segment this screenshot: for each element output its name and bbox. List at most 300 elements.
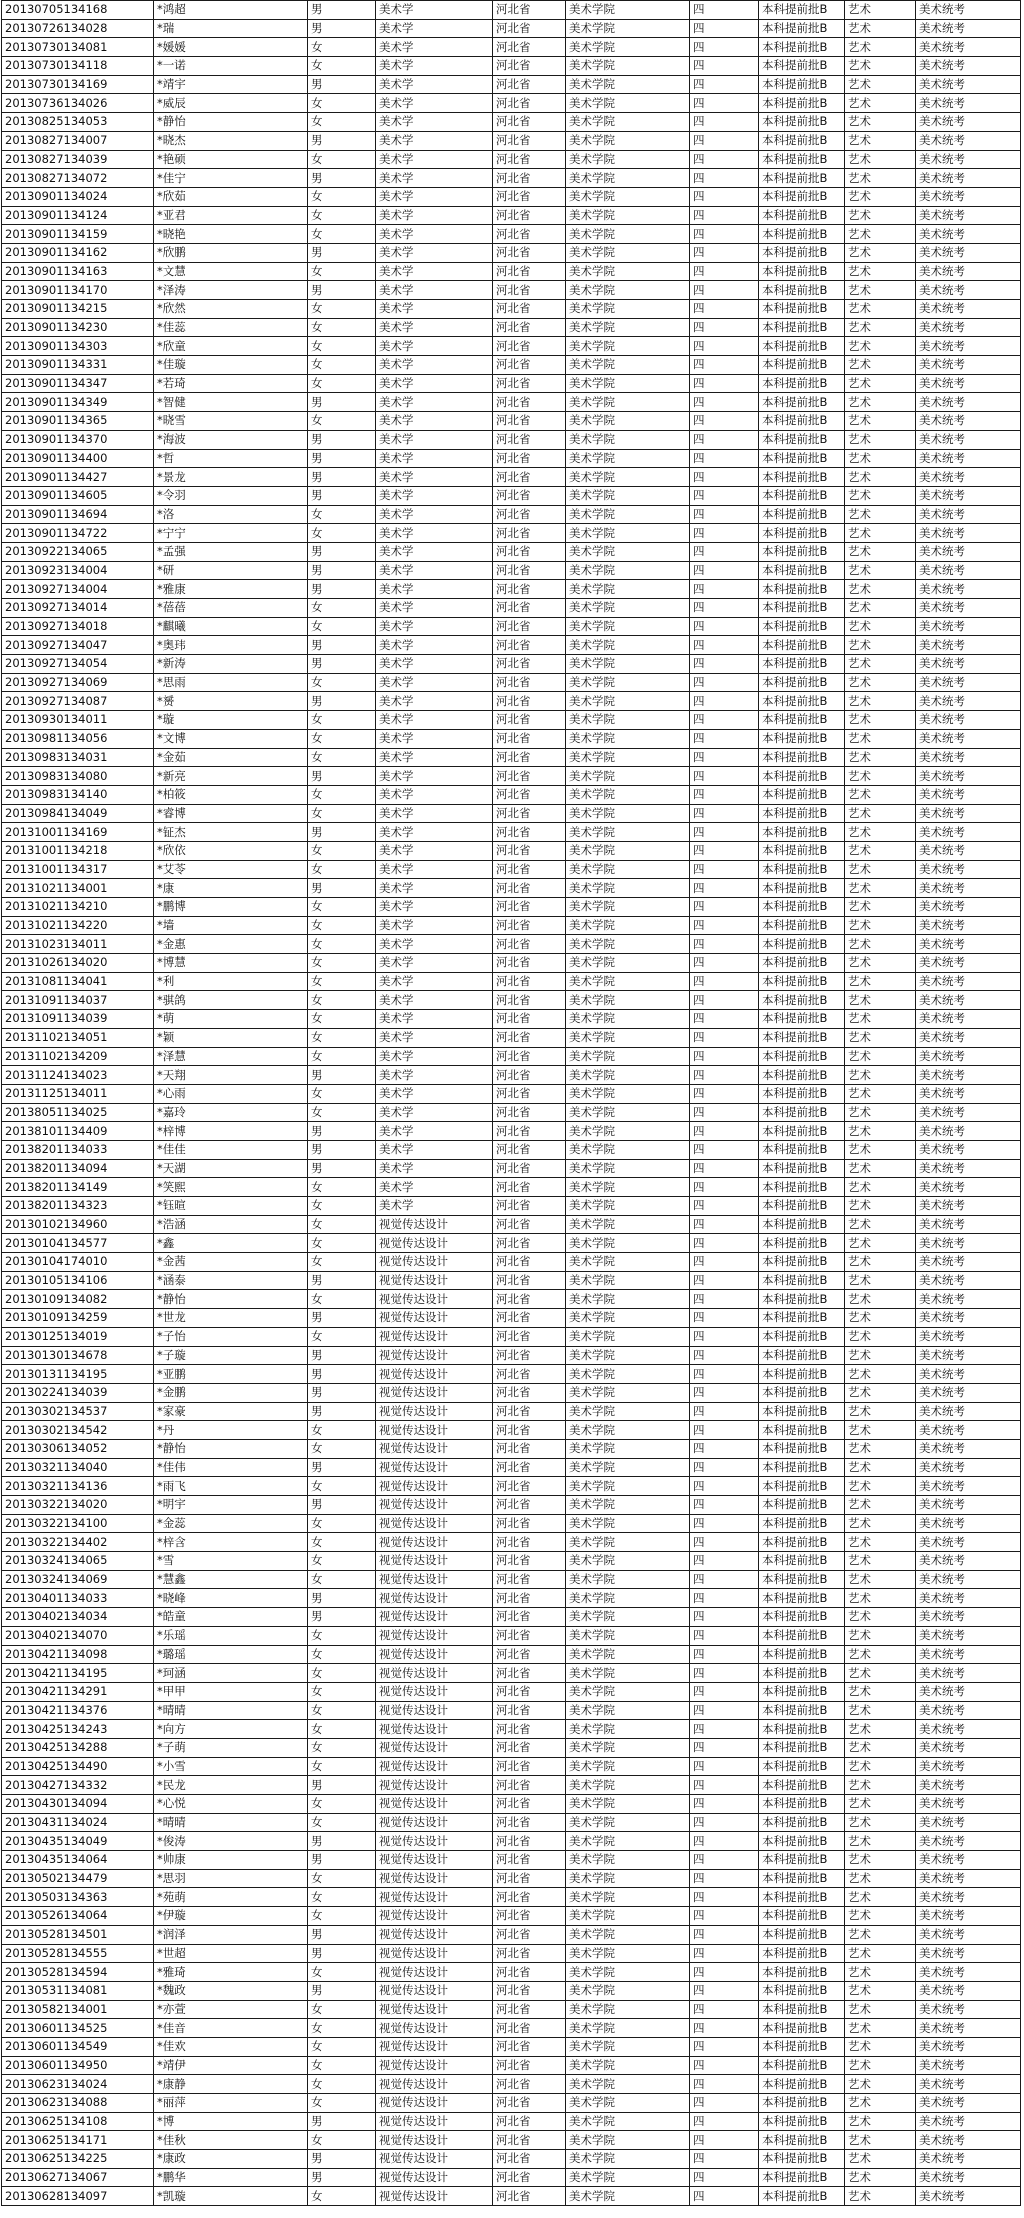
batch-cell: 本科提前批B — [759, 1851, 845, 1870]
batch-cell: 本科提前批B — [759, 1197, 845, 1216]
batch-cell: 本科提前批B — [759, 19, 845, 38]
province-cell: 河北省 — [493, 1682, 566, 1701]
gender-cell: 女 — [308, 1757, 376, 1776]
table-row — [2, 636, 1021, 655]
student-name-cell: *欣茹 — [154, 187, 308, 206]
duration-cell: 四 — [690, 1084, 759, 1103]
major-cell: 视觉传达设计 — [376, 2019, 493, 2038]
province-cell: 河北省 — [493, 1159, 566, 1178]
table-row — [2, 1084, 1021, 1103]
table-row — [2, 2075, 1021, 2094]
batch-cell: 本科提前批B — [759, 1047, 845, 1066]
gender-cell: 女 — [308, 1084, 376, 1103]
category-cell: 艺术 — [845, 169, 916, 188]
province-cell: 河北省 — [493, 1813, 566, 1832]
batch-cell: 本科提前批B — [759, 673, 845, 692]
major-cell: 美术学 — [376, 94, 493, 113]
category-cell: 艺术 — [845, 75, 916, 94]
exam-type-cell: 美术统考 — [916, 1159, 1021, 1178]
major-cell: 视觉传达设计 — [376, 1402, 493, 1421]
exam-number-cell: 20130322134020 — [2, 1496, 154, 1515]
category-cell: 艺术 — [845, 1383, 916, 1402]
exam-type-cell: 美术统考 — [916, 243, 1021, 262]
province-cell: 河北省 — [493, 75, 566, 94]
batch-cell: 本科提前批B — [759, 2000, 845, 2019]
exam-number-cell: 20138201134149 — [2, 1178, 154, 1197]
major-cell: 视觉传达设计 — [376, 2168, 493, 2187]
college-cell: 美术学院 — [566, 1533, 690, 1552]
gender-cell: 男 — [308, 430, 376, 449]
exam-number-cell: 20130401134033 — [2, 1589, 154, 1608]
college-cell: 美术学院 — [566, 300, 690, 319]
exam-number-cell: 20130402134070 — [2, 1626, 154, 1645]
category-cell: 艺术 — [845, 841, 916, 860]
college-cell: 美术学院 — [566, 580, 690, 599]
category-cell: 艺术 — [845, 954, 916, 973]
college-cell: 美术学院 — [566, 991, 690, 1010]
major-cell: 美术学 — [376, 711, 493, 730]
student-name-cell: *金惠 — [154, 935, 308, 954]
exam-number-cell: 20130923134004 — [2, 561, 154, 580]
exam-number-cell: 20130625134108 — [2, 2112, 154, 2131]
exam-number-cell: 20130625134171 — [2, 2131, 154, 2150]
exam-type-cell: 美术统考 — [916, 1664, 1021, 1683]
province-cell: 河北省 — [493, 785, 566, 804]
table-row — [2, 1010, 1021, 1029]
exam-number-cell: 20130321134136 — [2, 1477, 154, 1496]
student-name-cell: *艳硕 — [154, 150, 308, 169]
duration-cell: 四 — [690, 655, 759, 674]
major-cell: 美术学 — [376, 19, 493, 38]
batch-cell: 本科提前批B — [759, 131, 845, 150]
table-body — [2, 1, 1021, 2206]
exam-number-cell: 20130224134039 — [2, 1383, 154, 1402]
category-cell: 艺术 — [845, 1496, 916, 1515]
table-row — [2, 412, 1021, 431]
college-cell: 美术学院 — [566, 655, 690, 674]
exam-type-cell: 美术统考 — [916, 1178, 1021, 1197]
category-cell: 艺术 — [845, 337, 916, 356]
gender-cell: 女 — [308, 804, 376, 823]
major-cell: 视觉传达设计 — [376, 1383, 493, 1402]
category-cell: 艺术 — [845, 1421, 916, 1440]
table-row — [2, 1888, 1021, 1907]
category-cell: 艺术 — [845, 1682, 916, 1701]
exam-type-cell: 美术统考 — [916, 954, 1021, 973]
batch-cell: 本科提前批B — [759, 1963, 845, 1982]
major-cell: 美术学 — [376, 281, 493, 300]
exam-type-cell: 美术统考 — [916, 169, 1021, 188]
student-name-cell: *晓杰 — [154, 131, 308, 150]
province-cell: 河北省 — [493, 1365, 566, 1384]
batch-cell: 本科提前批B — [759, 57, 845, 76]
batch-cell: 本科提前批B — [759, 1589, 845, 1608]
major-cell: 美术学 — [376, 131, 493, 150]
exam-number-cell: 20130623134088 — [2, 2094, 154, 2113]
batch-cell: 本科提前批B — [759, 617, 845, 636]
category-cell: 艺术 — [845, 187, 916, 206]
major-cell: 美术学 — [376, 468, 493, 487]
student-name-cell: *魏政 — [154, 1981, 308, 2000]
province-cell: 河北省 — [493, 468, 566, 487]
duration-cell: 四 — [690, 954, 759, 973]
batch-cell: 本科提前批B — [759, 1309, 845, 1328]
category-cell: 艺术 — [845, 972, 916, 991]
table-row — [2, 1963, 1021, 1982]
duration-cell: 四 — [690, 1159, 759, 1178]
category-cell: 艺术 — [845, 561, 916, 580]
province-cell: 河北省 — [493, 262, 566, 281]
college-cell: 美术学院 — [566, 1197, 690, 1216]
major-cell: 美术学 — [376, 1084, 493, 1103]
category-cell: 艺术 — [845, 767, 916, 786]
gender-cell: 男 — [308, 1140, 376, 1159]
table-row — [2, 1178, 1021, 1197]
student-name-cell: *鹏博 — [154, 898, 308, 917]
gender-cell: 男 — [308, 1271, 376, 1290]
student-name-cell: *一诺 — [154, 57, 308, 76]
batch-cell: 本科提前批B — [759, 1925, 845, 1944]
duration-cell: 四 — [690, 243, 759, 262]
major-cell: 视觉传达设计 — [376, 1795, 493, 1814]
province-cell: 河北省 — [493, 2187, 566, 2206]
duration-cell: 四 — [690, 748, 759, 767]
exam-type-cell: 美术统考 — [916, 991, 1021, 1010]
gender-cell: 女 — [308, 599, 376, 618]
gender-cell: 女 — [308, 748, 376, 767]
gender-cell: 男 — [308, 1944, 376, 1963]
province-cell: 河北省 — [493, 131, 566, 150]
student-name-cell: *钰暄 — [154, 1197, 308, 1216]
category-cell: 艺术 — [845, 1346, 916, 1365]
exam-type-cell: 美术统考 — [916, 75, 1021, 94]
gender-cell: 男 — [308, 655, 376, 674]
gender-cell: 女 — [308, 356, 376, 375]
table-row — [2, 1047, 1021, 1066]
batch-cell: 本科提前批B — [759, 1402, 845, 1421]
exam-number-cell: 20130983134031 — [2, 748, 154, 767]
province-cell: 河北省 — [493, 655, 566, 674]
province-cell: 河北省 — [493, 243, 566, 262]
major-cell: 视觉传达设计 — [376, 1645, 493, 1664]
province-cell: 河北省 — [493, 374, 566, 393]
category-cell: 艺术 — [845, 1290, 916, 1309]
exam-number-cell: 20130901134170 — [2, 281, 154, 300]
province-cell: 河北省 — [493, 449, 566, 468]
student-name-cell: *靖伊 — [154, 2056, 308, 2075]
college-cell: 美术学院 — [566, 1907, 690, 1926]
major-cell: 美术学 — [376, 1028, 493, 1047]
duration-cell: 四 — [690, 1253, 759, 1272]
major-cell: 美术学 — [376, 673, 493, 692]
major-cell: 美术学 — [376, 75, 493, 94]
student-name-cell: *雅琦 — [154, 1963, 308, 1982]
gender-cell: 女 — [308, 318, 376, 337]
gender-cell: 女 — [308, 505, 376, 524]
exam-number-cell: 20130983134140 — [2, 785, 154, 804]
exam-type-cell: 美术统考 — [916, 1701, 1021, 1720]
duration-cell: 四 — [690, 1421, 759, 1440]
major-cell: 视觉传达设计 — [376, 1720, 493, 1739]
exam-type-cell: 美术统考 — [916, 692, 1021, 711]
duration-cell: 四 — [690, 1589, 759, 1608]
college-cell: 美术学院 — [566, 1626, 690, 1645]
exam-number-cell: 20130901134159 — [2, 225, 154, 244]
exam-type-cell: 美术统考 — [916, 898, 1021, 917]
major-cell: 美术学 — [376, 1010, 493, 1029]
student-name-cell: *新涛 — [154, 655, 308, 674]
exam-number-cell: 20130528134501 — [2, 1925, 154, 1944]
province-cell: 河北省 — [493, 729, 566, 748]
duration-cell: 四 — [690, 75, 759, 94]
exam-type-cell: 美术统考 — [916, 206, 1021, 225]
college-cell: 美术学院 — [566, 1851, 690, 1870]
province-cell: 河北省 — [493, 935, 566, 954]
college-cell: 美术学院 — [566, 374, 690, 393]
major-cell: 美术学 — [376, 486, 493, 505]
category-cell: 艺术 — [845, 1720, 916, 1739]
exam-number-cell: 20130306134052 — [2, 1439, 154, 1458]
batch-cell: 本科提前批B — [759, 1122, 845, 1141]
duration-cell: 四 — [690, 337, 759, 356]
exam-number-cell: 20130726134028 — [2, 19, 154, 38]
college-cell: 美术学院 — [566, 1178, 690, 1197]
province-cell: 河北省 — [493, 617, 566, 636]
major-cell: 视觉传达设计 — [376, 1439, 493, 1458]
college-cell: 美术学院 — [566, 2037, 690, 2056]
table-row — [2, 337, 1021, 356]
duration-cell: 四 — [690, 804, 759, 823]
province-cell: 河北省 — [493, 1, 566, 20]
batch-cell: 本科提前批B — [759, 2150, 845, 2169]
college-cell: 美术学院 — [566, 1346, 690, 1365]
exam-type-cell: 美术统考 — [916, 300, 1021, 319]
batch-cell: 本科提前批B — [759, 1682, 845, 1701]
province-cell: 河北省 — [493, 38, 566, 57]
gender-cell: 男 — [308, 1608, 376, 1627]
exam-type-cell: 美术统考 — [916, 2168, 1021, 2187]
major-cell: 视觉传达设计 — [376, 1365, 493, 1384]
province-cell: 河北省 — [493, 57, 566, 76]
province-cell: 河北省 — [493, 1271, 566, 1290]
category-cell: 艺术 — [845, 2000, 916, 2019]
major-cell: 视觉传达设计 — [376, 1626, 493, 1645]
category-cell: 艺术 — [845, 1589, 916, 1608]
table-row — [2, 991, 1021, 1010]
college-cell: 美术学院 — [566, 486, 690, 505]
gender-cell: 男 — [308, 767, 376, 786]
category-cell: 艺术 — [845, 916, 916, 935]
student-name-cell: *鸿超 — [154, 1, 308, 20]
duration-cell: 四 — [690, 262, 759, 281]
category-cell: 艺术 — [845, 935, 916, 954]
exam-type-cell: 美术统考 — [916, 356, 1021, 375]
gender-cell: 男 — [308, 1981, 376, 2000]
gender-cell: 男 — [308, 1458, 376, 1477]
college-cell: 美术学院 — [566, 729, 690, 748]
table-row — [2, 1608, 1021, 1627]
province-cell: 河北省 — [493, 1570, 566, 1589]
duration-cell: 四 — [690, 729, 759, 748]
gender-cell: 女 — [308, 1869, 376, 1888]
student-name-cell: *亚鹏 — [154, 1365, 308, 1384]
major-cell: 美术学 — [376, 169, 493, 188]
major-cell: 美术学 — [376, 823, 493, 842]
province-cell: 河北省 — [493, 972, 566, 991]
province-cell: 河北省 — [493, 150, 566, 169]
category-cell: 艺术 — [845, 1271, 916, 1290]
college-cell: 美术学院 — [566, 1813, 690, 1832]
exam-type-cell: 美术统考 — [916, 542, 1021, 561]
exam-type-cell: 美术统考 — [916, 1682, 1021, 1701]
college-cell: 美术学院 — [566, 2112, 690, 2131]
major-cell: 美术学 — [376, 374, 493, 393]
duration-cell: 四 — [690, 1309, 759, 1328]
category-cell: 艺术 — [845, 898, 916, 917]
student-name-cell: *金茜 — [154, 1253, 308, 1272]
table-row — [2, 94, 1021, 113]
student-name-cell: *欣鹏 — [154, 243, 308, 262]
table-row — [2, 617, 1021, 636]
province-cell: 河北省 — [493, 1944, 566, 1963]
exam-type-cell: 美术统考 — [916, 1608, 1021, 1627]
province-cell: 河北省 — [493, 991, 566, 1010]
exam-number-cell: 20130322134100 — [2, 1514, 154, 1533]
student-name-cell: *墙 — [154, 916, 308, 935]
major-cell: 视觉传达设计 — [376, 1552, 493, 1571]
category-cell: 艺术 — [845, 1309, 916, 1328]
batch-cell: 本科提前批B — [759, 356, 845, 375]
student-name-cell: *佳伟 — [154, 1458, 308, 1477]
college-cell: 美术学院 — [566, 542, 690, 561]
exam-type-cell: 美术统考 — [916, 374, 1021, 393]
table-row — [2, 1795, 1021, 1814]
batch-cell: 本科提前批B — [759, 1103, 845, 1122]
exam-type-cell: 美术统考 — [916, 1813, 1021, 1832]
category-cell: 艺术 — [845, 113, 916, 132]
exam-number-cell: 20130901134370 — [2, 430, 154, 449]
college-cell: 美术学院 — [566, 1028, 690, 1047]
student-name-cell: *思羽 — [154, 1869, 308, 1888]
exam-number-cell: 20130425134490 — [2, 1757, 154, 1776]
duration-cell: 四 — [690, 1664, 759, 1683]
batch-cell: 本科提前批B — [759, 337, 845, 356]
duration-cell: 四 — [690, 1888, 759, 1907]
category-cell: 艺术 — [845, 300, 916, 319]
category-cell: 艺术 — [845, 785, 916, 804]
college-cell: 美术学院 — [566, 1103, 690, 1122]
exam-number-cell: 20130825134053 — [2, 113, 154, 132]
category-cell: 艺术 — [845, 542, 916, 561]
student-name-cell: *雅康 — [154, 580, 308, 599]
province-cell: 河北省 — [493, 1197, 566, 1216]
category-cell: 艺术 — [845, 1757, 916, 1776]
category-cell: 艺术 — [845, 356, 916, 375]
student-name-cell: *泽慧 — [154, 1047, 308, 1066]
duration-cell: 四 — [690, 561, 759, 580]
category-cell: 艺术 — [845, 2150, 916, 2169]
student-name-cell: *景龙 — [154, 468, 308, 487]
gender-cell: 女 — [308, 1888, 376, 1907]
gender-cell: 女 — [308, 2094, 376, 2113]
province-cell: 河北省 — [493, 2075, 566, 2094]
college-cell: 美术学院 — [566, 449, 690, 468]
exam-number-cell: 20130125134019 — [2, 1327, 154, 1346]
batch-cell: 本科提前批B — [759, 599, 845, 618]
major-cell: 美术学 — [376, 1122, 493, 1141]
table-row — [2, 2094, 1021, 2113]
exam-type-cell: 美术统考 — [916, 580, 1021, 599]
category-cell: 艺术 — [845, 1944, 916, 1963]
college-cell: 美术学院 — [566, 1776, 690, 1795]
gender-cell: 女 — [308, 2131, 376, 2150]
gender-cell: 男 — [308, 1383, 376, 1402]
exam-number-cell: 20130901134722 — [2, 524, 154, 543]
gender-cell: 男 — [308, 542, 376, 561]
student-name-cell: *天湖 — [154, 1159, 308, 1178]
province-cell: 河北省 — [493, 1851, 566, 1870]
batch-cell: 本科提前批B — [759, 1234, 845, 1253]
duration-cell: 四 — [690, 1140, 759, 1159]
duration-cell: 四 — [690, 1851, 759, 1870]
exam-number-cell: 20130421134376 — [2, 1701, 154, 1720]
exam-type-cell: 美术统考 — [916, 1589, 1021, 1608]
category-cell: 艺术 — [845, 2187, 916, 2206]
table-row — [2, 1327, 1021, 1346]
table-row — [2, 2000, 1021, 2019]
exam-type-cell: 美术统考 — [916, 673, 1021, 692]
exam-number-cell: 20130927134087 — [2, 692, 154, 711]
table-row — [2, 1122, 1021, 1141]
category-cell: 艺术 — [845, 1888, 916, 1907]
student-name-cell: *亚君 — [154, 206, 308, 225]
exam-type-cell: 美术统考 — [916, 1309, 1021, 1328]
college-cell: 美术学院 — [566, 1701, 690, 1720]
major-cell: 美术学 — [376, 804, 493, 823]
gender-cell: 男 — [308, 1066, 376, 1085]
table-row — [2, 2150, 1021, 2169]
major-cell: 视觉传达设计 — [376, 2056, 493, 2075]
batch-cell: 本科提前批B — [759, 860, 845, 879]
college-cell: 美术学院 — [566, 2131, 690, 2150]
province-cell: 河北省 — [493, 1421, 566, 1440]
category-cell: 艺术 — [845, 655, 916, 674]
duration-cell: 四 — [690, 2056, 759, 2075]
gender-cell: 女 — [308, 1664, 376, 1683]
college-cell: 美术学院 — [566, 2056, 690, 2075]
student-name-cell: *子萌 — [154, 1738, 308, 1757]
student-name-cell: *欣依 — [154, 841, 308, 860]
exam-number-cell: 20131023134011 — [2, 935, 154, 954]
duration-cell: 四 — [690, 617, 759, 636]
student-name-cell: *佳音 — [154, 2019, 308, 2038]
exam-type-cell: 美术统考 — [916, 1514, 1021, 1533]
category-cell: 艺术 — [845, 748, 916, 767]
duration-cell: 四 — [690, 2131, 759, 2150]
batch-cell: 本科提前批B — [759, 1253, 845, 1272]
table-row — [2, 2037, 1021, 2056]
category-cell: 艺术 — [845, 1832, 916, 1851]
student-name-cell: *雪 — [154, 1552, 308, 1571]
batch-cell: 本科提前批B — [759, 300, 845, 319]
gender-cell: 女 — [308, 1439, 376, 1458]
table-row — [2, 1757, 1021, 1776]
province-cell: 河北省 — [493, 1234, 566, 1253]
student-name-cell: *璇 — [154, 711, 308, 730]
exam-number-cell: 20130109134259 — [2, 1309, 154, 1328]
duration-cell: 四 — [690, 2000, 759, 2019]
category-cell: 艺术 — [845, 1047, 916, 1066]
